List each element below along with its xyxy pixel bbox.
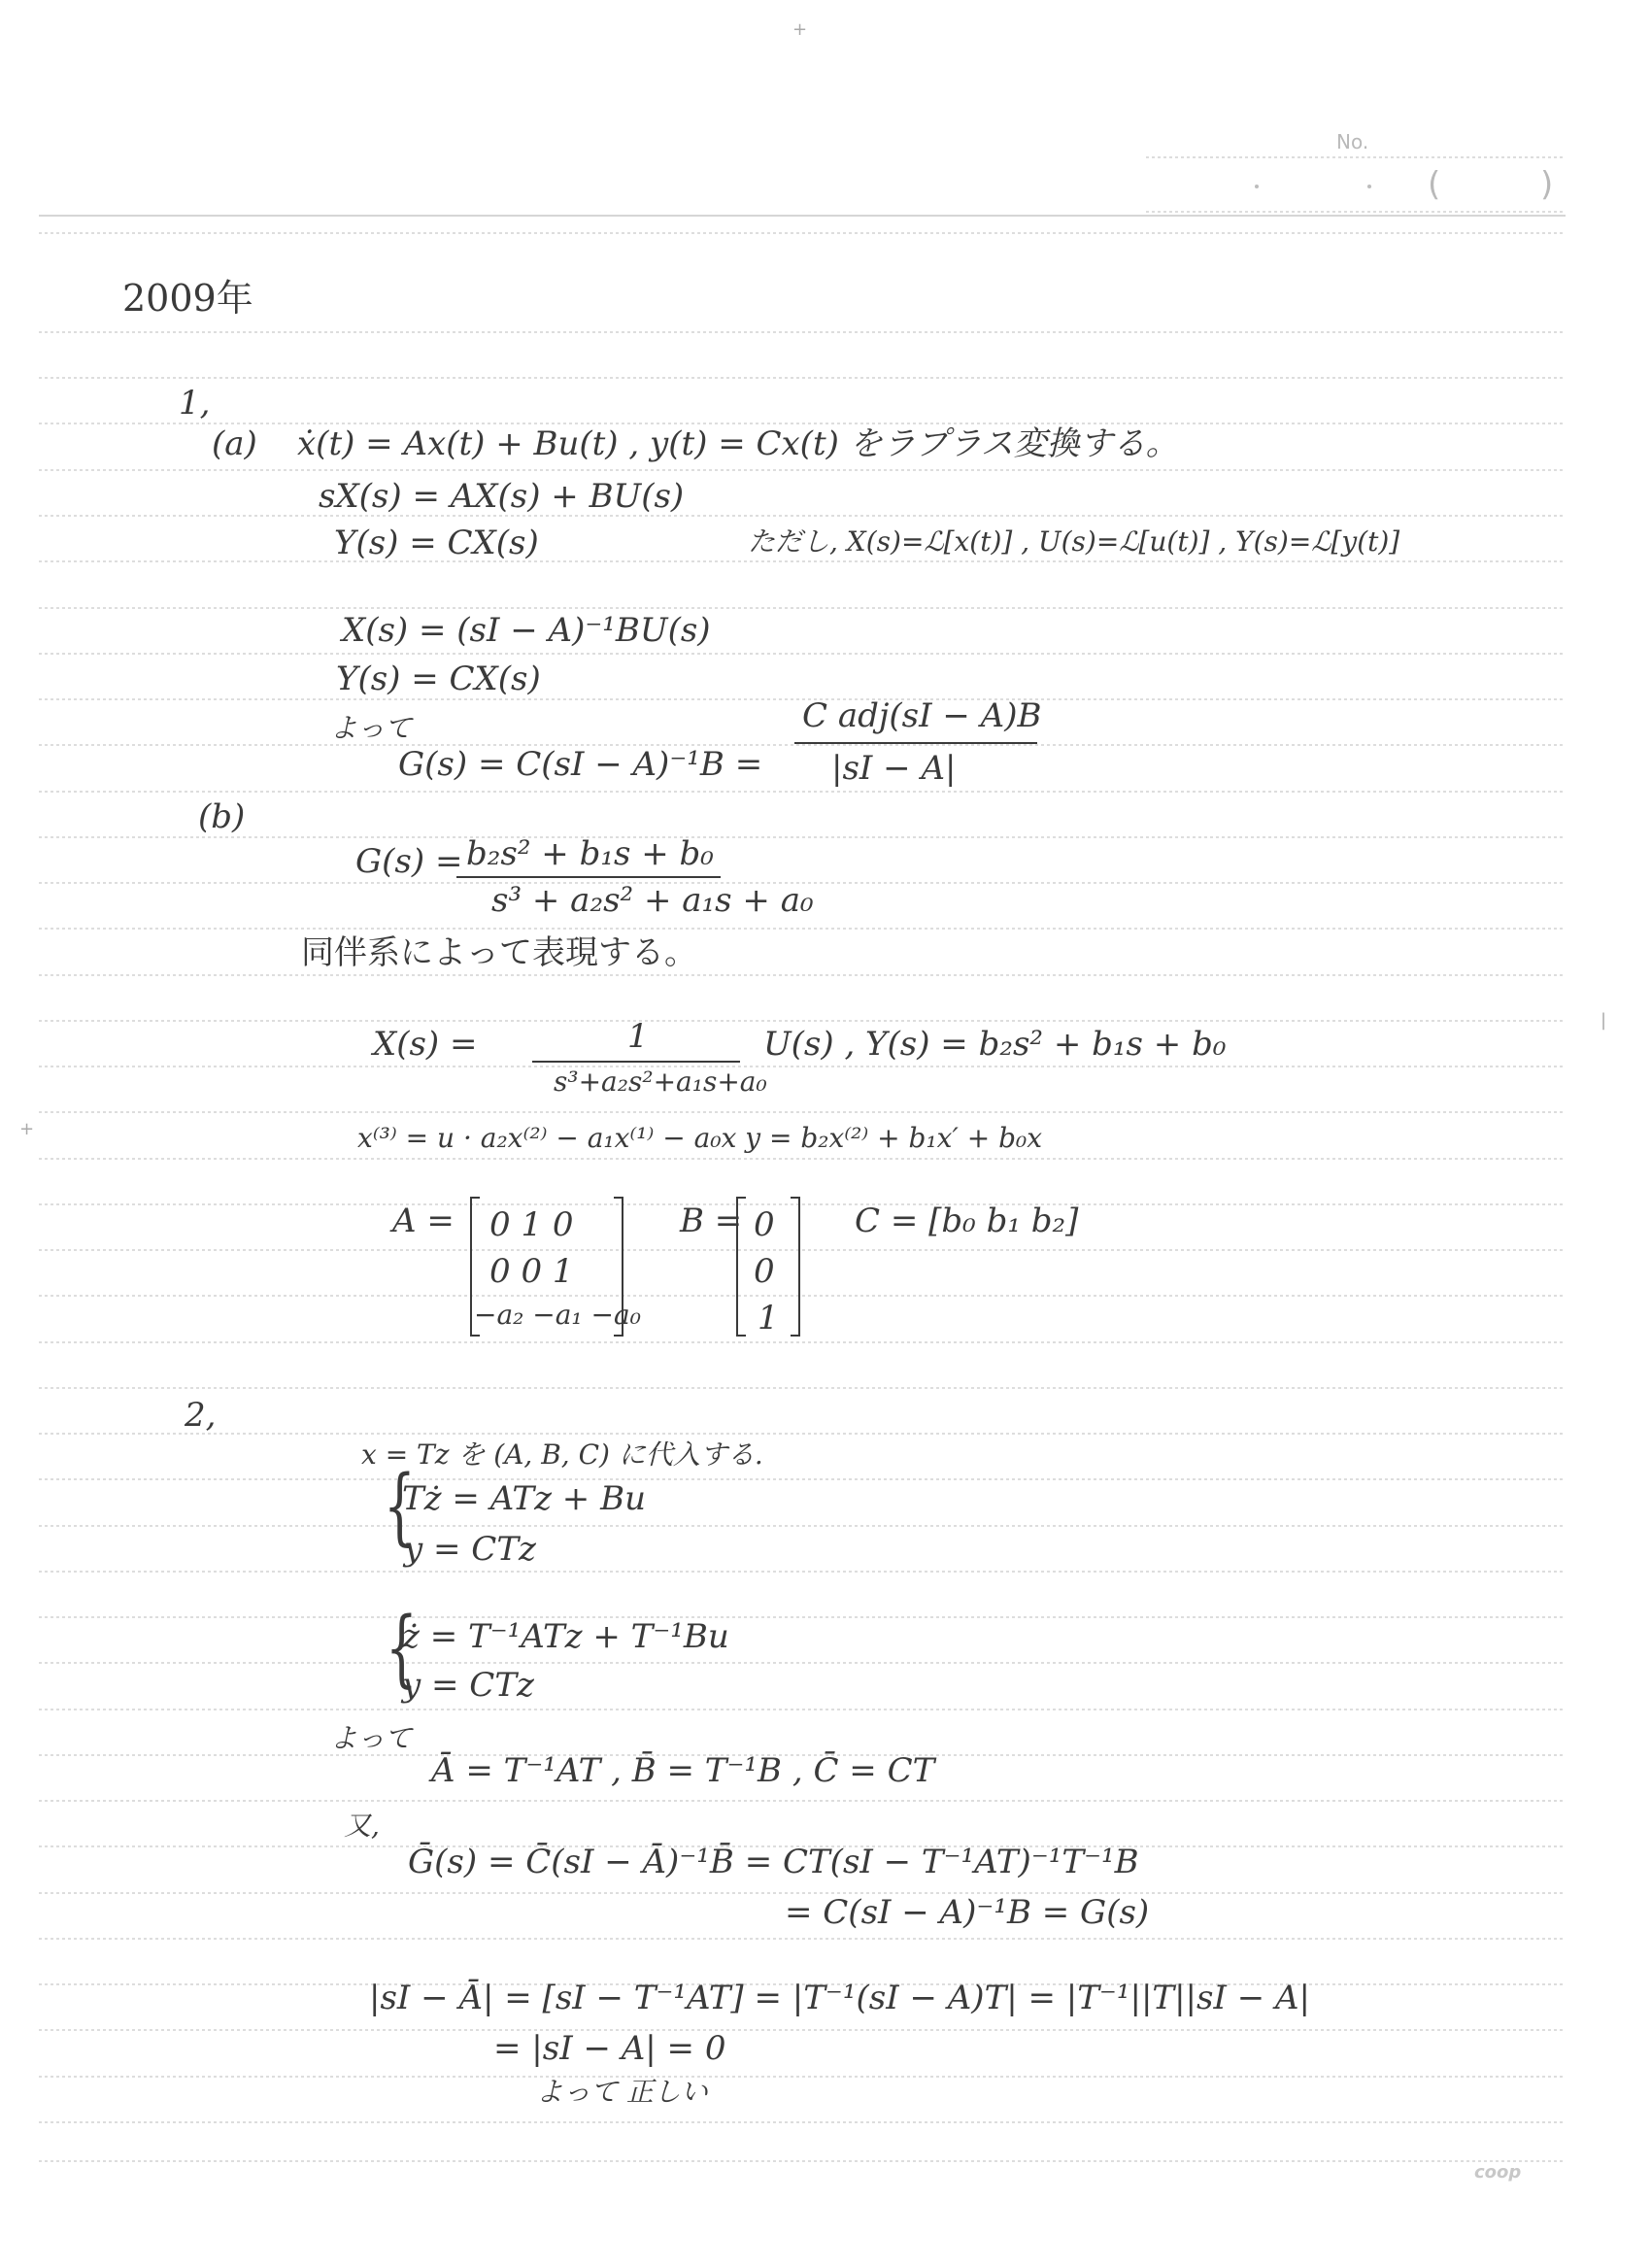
fraction-denominator: s³ + a₂s² + a₁s + a₀ [491, 881, 814, 920]
connective-text: よって [330, 712, 413, 744]
equation-line: X(s) = (sI − A)⁻¹BU(s) [342, 611, 711, 650]
date-dot [1367, 185, 1371, 188]
question-number: 2, [185, 1396, 217, 1435]
matrix-bracket-left [736, 1197, 746, 1337]
matrix-row: 0 0 1 [489, 1252, 574, 1291]
matrix-label: B = [680, 1202, 743, 1240]
equation-line: = C(sI − A)⁻¹B = G(s) [785, 1893, 1150, 1932]
fraction-bar [456, 876, 721, 878]
matrix-bracket-right [614, 1197, 623, 1337]
fraction-numerator: b₂s² + b₁s + b₀ [466, 834, 714, 873]
part-label: (a) [212, 424, 257, 463]
page-number-label: No. [1336, 130, 1369, 153]
matrix-bracket-right [791, 1197, 800, 1337]
equation-line: U(s) , Y(s) = b₂s² + b₁s + b₀ [763, 1025, 1227, 1064]
fraction-denominator: |sI − A| [831, 749, 957, 788]
fraction-bar [532, 1061, 740, 1063]
equation-line: ż = T⁻¹ATz + T⁻¹Bu [402, 1617, 729, 1656]
equation-line: = |sI − A| = 0 [493, 2029, 726, 2068]
system-brace: { [385, 1600, 418, 1697]
matrix-row: 0 1 0 [489, 1205, 574, 1244]
connective-text: 又, [344, 1810, 380, 1842]
matrix-row: 0 [754, 1205, 775, 1244]
equation-line: y = CTz [402, 1666, 534, 1705]
conclusion-text: よって 正しい [536, 2076, 708, 2108]
fraction-denominator: s³+a₂s²+a₁s+a₀ [554, 1066, 767, 1098]
equation-line: Ḡ(s) = C̄(sI − Ā)⁻¹B̄ = CT(sI − T⁻¹AT)⁻¹T⁻¹B [408, 1843, 1139, 1881]
equation-line: Tż = ATz + Bu [402, 1479, 646, 1518]
matrix-row: 0 [754, 1252, 775, 1291]
matrix-row: 1 [758, 1299, 779, 1337]
equation-line: x = Tz を (A, B, C) に代入する. [361, 1439, 763, 1471]
equation-line: sX(s) = AX(s) + BU(s) [319, 477, 685, 516]
equation-line: G(s) = C(sI − A)⁻¹B = [398, 745, 763, 784]
equation-line: |sI − Ā| = [sI − T⁻¹AT] = |T⁻¹(sI − A)T| = |T⁻¹||T||sI − A| [369, 1979, 1310, 2017]
note-text: 同伴系によって表現する。 [301, 933, 697, 972]
date-dot [1255, 185, 1259, 188]
registration-mark: + [792, 19, 808, 40]
registration-mark: + [19, 1119, 35, 1139]
equation-line: Y(s) = CX(s) [336, 660, 541, 698]
fraction-numerator: 1 [627, 1017, 649, 1056]
date-paren-open: ( [1428, 165, 1441, 204]
system-brace: { [383, 1458, 416, 1555]
definition-note: ただし, X(s)=ℒ[x(t)] , U(s)=ℒ[u(t)] , Y(s)=ℒ[y(t)] [748, 525, 1400, 558]
equation-line: Y(s) = CX(s) [334, 524, 539, 562]
page-title: 2009年 [122, 277, 253, 320]
equation-line: Ā = T⁻¹AT , B̄ = T⁻¹B , C̄ = CT [431, 1751, 935, 1790]
matrix-label: C = [b₀ b₁ b₂] [855, 1202, 1079, 1240]
brand-logo: coop [1474, 2162, 1522, 2183]
equation-line: G(s) = [355, 842, 463, 881]
part-label: (b) [198, 797, 246, 836]
matrix-row: −a₂ −a₁ −a₀ [474, 1299, 641, 1331]
question-number: 1, [179, 384, 211, 423]
equation-line: ẋ(t) = Ax(t) + Bu(t) , y(t) = Cx(t) をラプラス変換する。 [297, 424, 1179, 463]
equation-line: X(s) = [373, 1025, 478, 1064]
registration-mark: | [1600, 1010, 1607, 1031]
equation-line: y = CTz [404, 1530, 536, 1569]
connective-text: よって [330, 1722, 413, 1754]
date-paren-close: ) [1540, 165, 1554, 204]
matrix-label: A = [392, 1202, 455, 1240]
fraction-numerator: C adj(sI − A)B [802, 696, 1042, 735]
fraction-bar [794, 742, 1037, 744]
equation-line: x⁽³⁾ = u · a₂x⁽²⁾ − a₁x⁽¹⁾ − a₀x y = b₂x⁽²⁾ + b₁x′ + b₀x [357, 1122, 1043, 1154]
